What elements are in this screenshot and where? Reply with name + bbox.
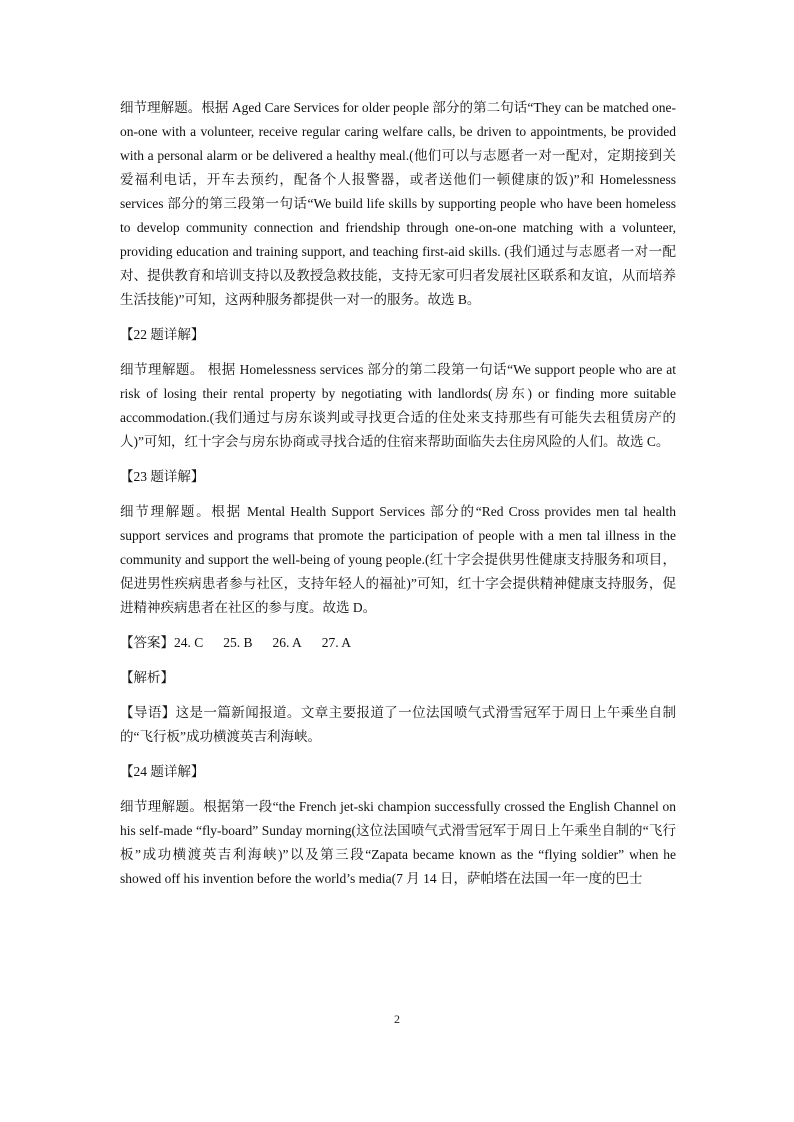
paragraph-24-analysis: 细节理解题。根据第一段“the French jet-ski champion successfully crossed the English Channel on his self-made “fly-board” Sunday morning(这位法国喷气式滑雪冠军于周日上午乘坐自制的“飞行板”成功横渡英吉利海峡)”以及第三段“Zapata became known as the “flying soldier” when he showed off his invention before the world’s media(7 月 14 日，萨帕塔在法国一年一度的巴士 <box>120 799 676 886</box>
paragraph-22-analysis: 细节理解题。 根据 Homelessness services 部分的第二段第一句话“We support people who are at risk of losing their rental property by negotiating with landlords(房东) or finding more suitable accommodation.(我们通过与房东谈判或寻找更合适的住处来支持那些有可能失去租赁房产的人)”可知，红十字会与房东协商或寻找合适的住宿来帮助面临失去住房风险的人们。故选 C。 <box>120 362 676 449</box>
answer-label: 【答案】 <box>120 635 174 650</box>
answer-27: 27. A <box>321 635 352 650</box>
answer-26: 26. A <box>272 635 302 650</box>
answer-24: 24. C <box>174 635 204 650</box>
heading-q23: 【23 题详解】 <box>120 469 205 484</box>
heading-q22: 【22 题详解】 <box>120 327 205 342</box>
answer-25: 25. B <box>223 635 253 650</box>
heading-analysis: 【解析】 <box>120 670 174 685</box>
heading-q24: 【24 题详解】 <box>120 764 205 779</box>
page-number: 2 <box>394 1012 400 1026</box>
paragraph-guide: 【导语】这是一篇新闻报道。文章主要报道了一位法国喷气式滑雪冠军于周日上午乘坐自制的“飞行板”成功横渡英吉利海峡。 <box>120 705 676 744</box>
paragraph-21-analysis: 细节理解题。根据 Aged Care Services for older people 部分的第二句话“They can be matched one-on-one with a volunteer, receive regular caring welfare calls, be driven to appointments, be provided with a personal alarm or be delivered a healthy meal.(他们可以与志愿者一对一配对，定期接到关爱福利电话，开车去预约，配备个人报警器，或者送他们一顿健康的饭)”和 Homelessness services 部分的第三段第一句话“We build life skills by supporting people who have been homeless to develop community connection and friendship through one-on-one matching with a volunteer, providing education and training support, and teaching first-aid skills. (我们通过与志愿者一对一配对、提供教育和培训支持以及教授急救技能，支持无家可归者发展社区联系和友谊，从而培养生活技能)”可知，这两种服务都提供一对一的服务。故选 B。 <box>120 100 676 307</box>
answer-row <box>120 631 676 655</box>
paragraph-23-analysis: 细节理解题。根据 Mental Health Support Services 部分的“Red Cross provides men tal health support services and programs that promote the participation of people with a men tal illness in the community and support the well-being of young people.(红十字会提供男性健康支持服务和项目，促进男性疾病患者参与社区，支持年轻人的福祉)”可知，红十字会提供精神健康支持服务，促进精神疾病患者在社区的参与度。故选 D。 <box>120 504 676 615</box>
document-body <box>120 96 676 902</box>
